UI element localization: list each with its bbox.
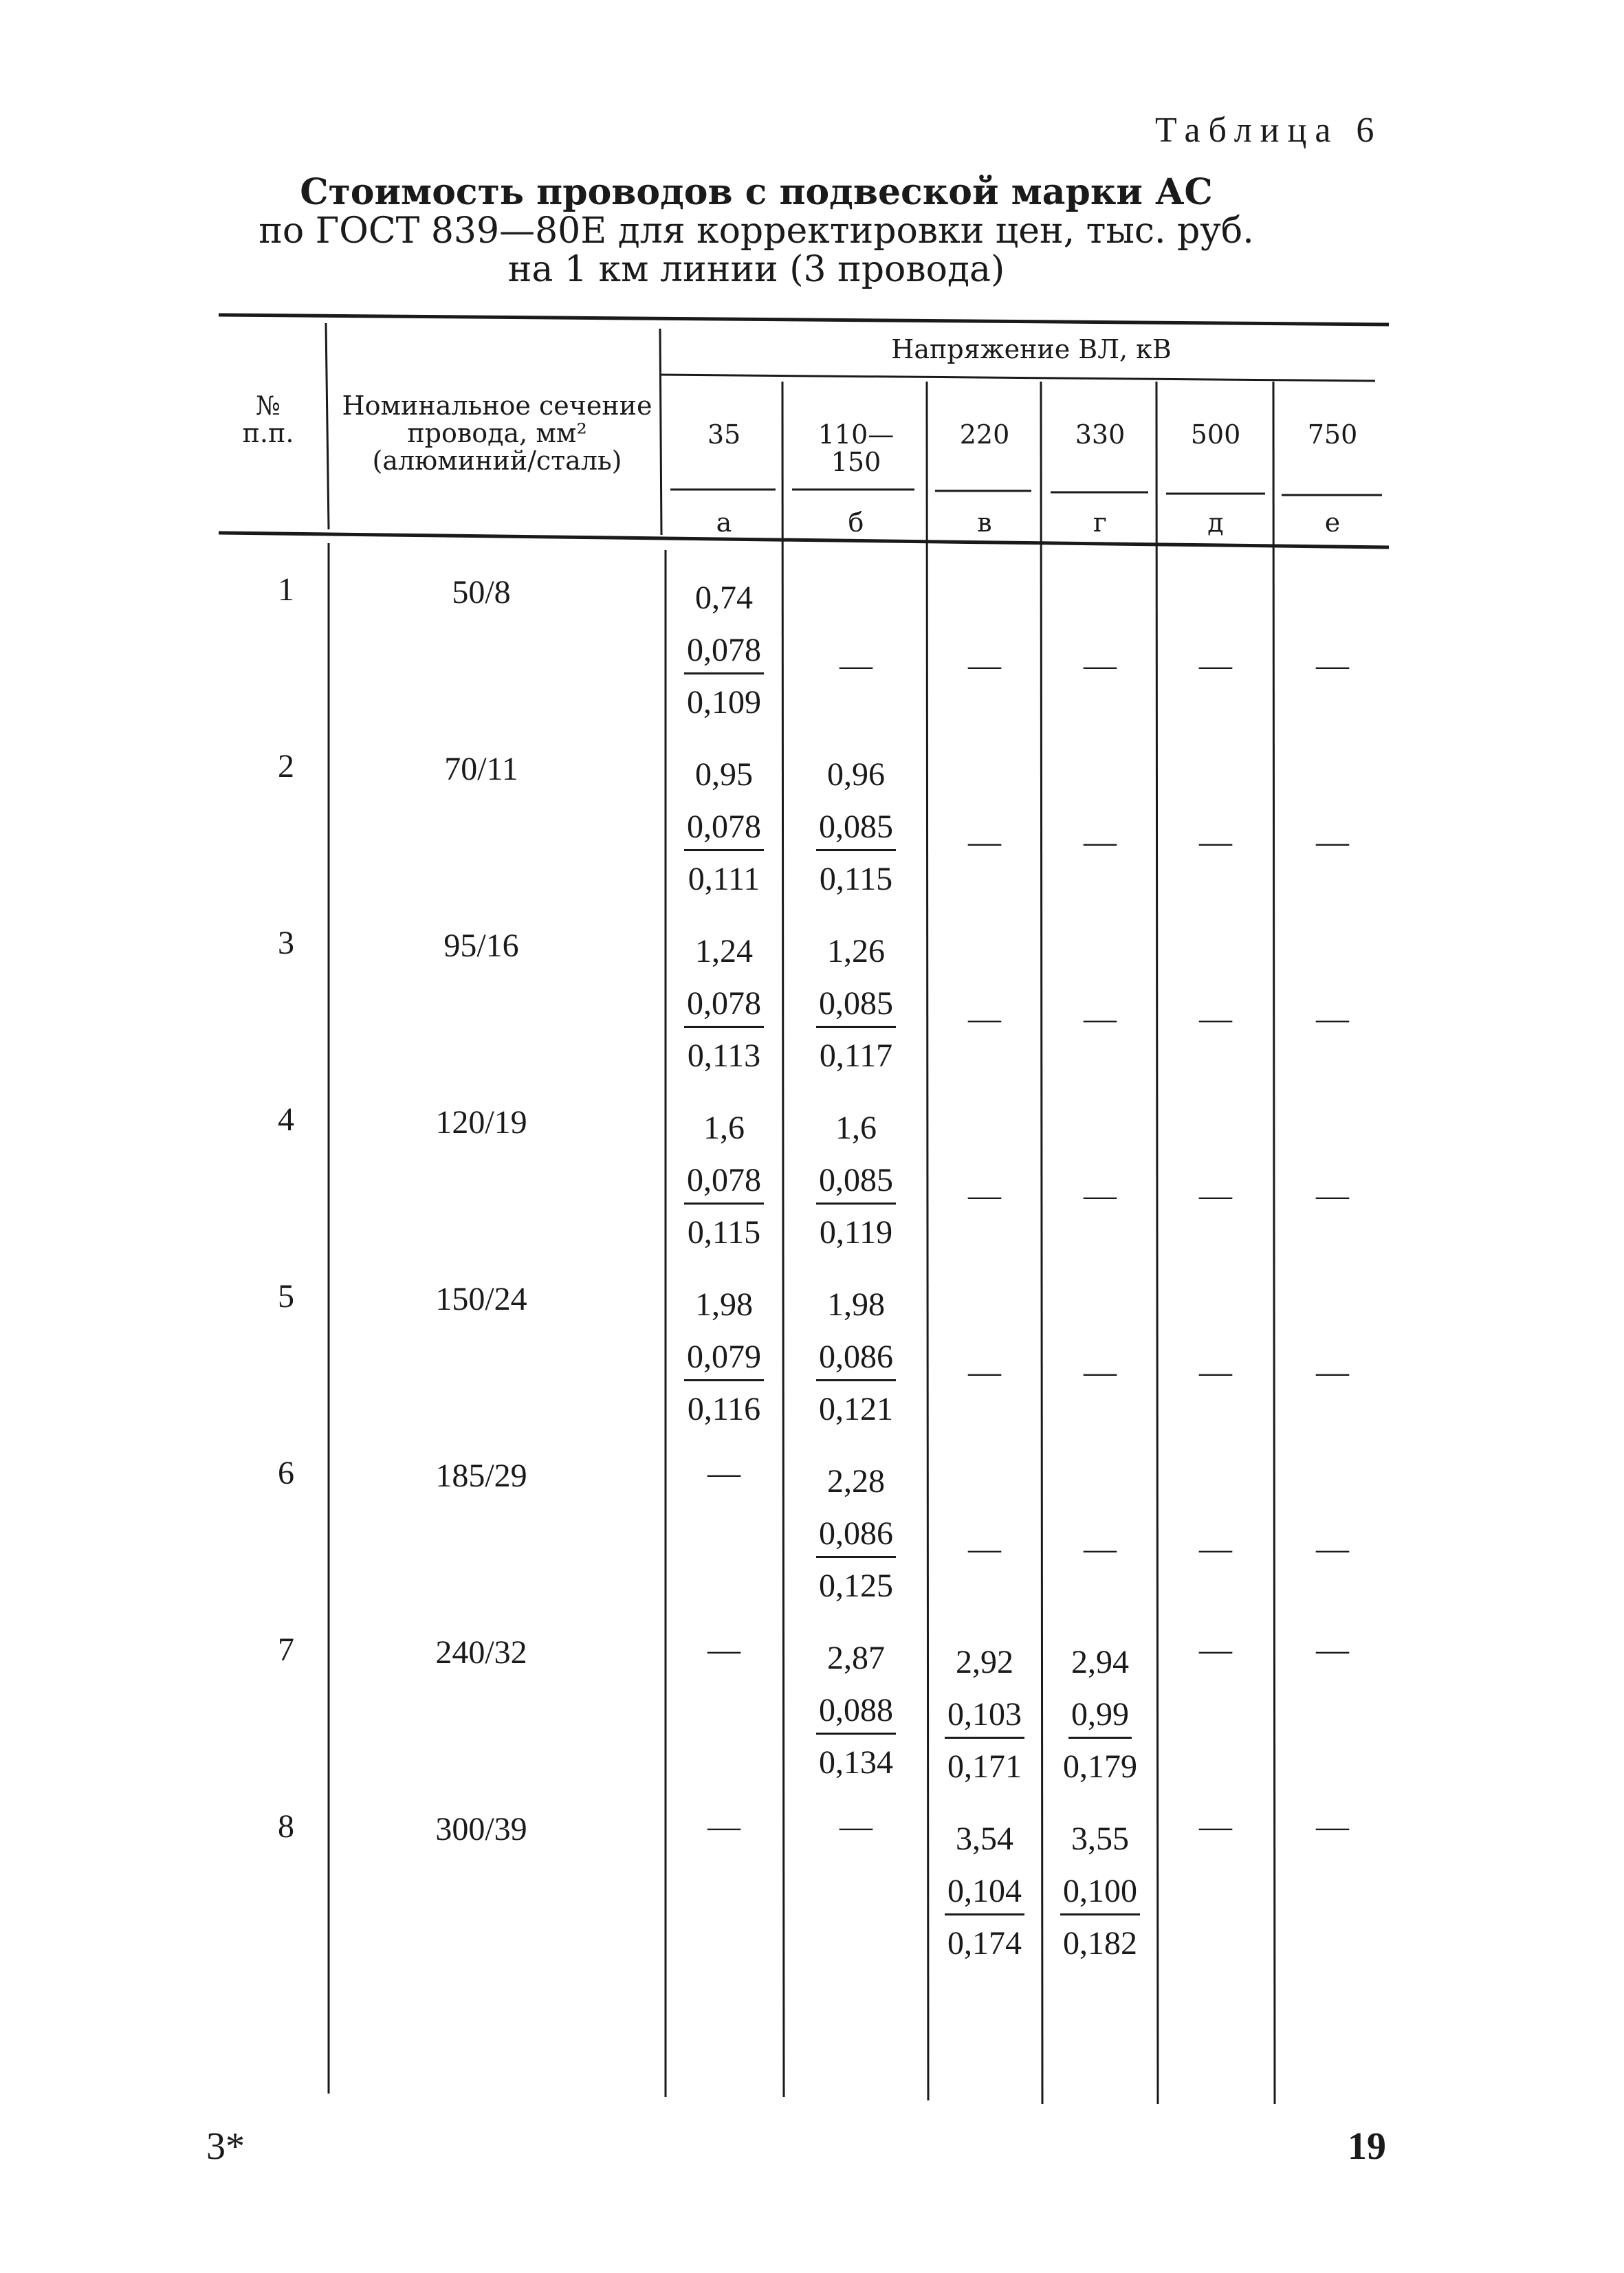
- empty-cell-dash: —: [1084, 824, 1117, 860]
- column-letter-2: б: [848, 507, 864, 538]
- empty-cell-dash: —: [1084, 1177, 1117, 1214]
- voltage-header-6: 750: [1307, 419, 1358, 450]
- price-cell: [804, 925, 908, 1082]
- price-cell: [804, 1102, 908, 1259]
- price-denominator: 0,111: [688, 861, 760, 897]
- price-total: 1,26: [827, 933, 885, 969]
- price-total: 1,6: [835, 1110, 877, 1146]
- row-section: 240/32: [435, 1634, 527, 1671]
- vline-3: [782, 382, 784, 2097]
- empty-cell-dash: —: [968, 1000, 1001, 1037]
- voltage-header-4: 330: [1075, 419, 1126, 450]
- empty-cell-dash: —: [1199, 1808, 1232, 1845]
- price-denominator: 0,113: [687, 1037, 761, 1074]
- price-denominator: 0,179: [1063, 1748, 1137, 1785]
- price-total: 0,74: [695, 580, 753, 616]
- empty-cell-dash: —: [968, 824, 1001, 860]
- empty-cell-dash: —: [1084, 1530, 1117, 1567]
- price-denominator: 0,182: [1063, 1925, 1137, 1962]
- price-numerator: 0,086: [816, 1331, 896, 1381]
- price-cell: [672, 1279, 776, 1436]
- page-number: 19: [1348, 2125, 1386, 2168]
- price-total: 2,87: [827, 1640, 885, 1676]
- price-cell: [672, 749, 776, 905]
- price-denominator: 0,109: [687, 684, 761, 721]
- empty-cell-dash: —: [1199, 647, 1232, 683]
- row-section: 185/29: [435, 1458, 527, 1494]
- table-label: Таблица 6: [1155, 111, 1383, 150]
- row-number: 7: [278, 1632, 294, 1668]
- vline-4: [927, 382, 928, 2100]
- price-denominator: 0,115: [687, 1214, 761, 1251]
- empty-cell-dash: —: [1084, 1000, 1117, 1037]
- empty-cell-dash: —: [707, 1632, 740, 1668]
- empty-cell-dash: —: [1084, 647, 1117, 683]
- empty-cell-dash: —: [1199, 1000, 1232, 1037]
- price-total: 1,98: [827, 1286, 885, 1323]
- empty-cell-dash: —: [1199, 1177, 1232, 1214]
- price-numerator: 0,078: [684, 1154, 764, 1205]
- price-cell: [1049, 1813, 1152, 1970]
- vline-header-2: [660, 329, 661, 535]
- voltage-rule: [660, 375, 1375, 381]
- price-numerator: 0,088: [816, 1684, 896, 1735]
- voltage-header-3: 220: [959, 419, 1010, 450]
- price-total: 0,96: [827, 756, 885, 793]
- title-line-3: на 1 км линии (3 провода): [507, 249, 1005, 290]
- price-denominator: 0,115: [819, 861, 893, 897]
- price-denominator: 0,125: [819, 1568, 893, 1604]
- price-numerator: 0,078: [684, 624, 764, 674]
- column-letter-1: а: [716, 507, 732, 538]
- header-section: Номинальное сечение провода, мм² (алюминий/сталь): [342, 391, 652, 476]
- row-number: 1: [278, 571, 294, 608]
- row-section: 300/39: [435, 1811, 527, 1847]
- price-denominator: 0,119: [819, 1214, 893, 1251]
- empty-cell-dash: —: [1084, 1354, 1117, 1390]
- empty-cell-dash: —: [1316, 1808, 1349, 1845]
- vline-header-1: [326, 323, 329, 529]
- empty-cell-dash: —: [1199, 1530, 1232, 1567]
- row-section: 50/8: [452, 574, 511, 611]
- vline-6: [1156, 382, 1158, 2104]
- price-denominator: 0,171: [947, 1748, 1022, 1785]
- price-total: 3,55: [1071, 1821, 1129, 1857]
- empty-cell-dash: —: [968, 1177, 1001, 1214]
- title-line-1: Стоимость проводов с подвеской марки АС: [300, 171, 1213, 213]
- price-cell: [804, 1456, 908, 1612]
- voltage-header-2: 110—150: [818, 419, 895, 477]
- voltage-header-1: 35: [707, 419, 741, 450]
- vline-7: [1273, 382, 1275, 2104]
- row-section: 70/11: [444, 751, 518, 787]
- empty-cell-dash: —: [968, 1530, 1001, 1567]
- price-cell: [672, 925, 776, 1082]
- price-total: 2,94: [1071, 1644, 1129, 1680]
- row-number: 3: [278, 925, 294, 961]
- row-number: 4: [278, 1101, 294, 1138]
- price-cell: [672, 572, 776, 729]
- price-numerator: 0,085: [816, 978, 896, 1028]
- price-cell: [804, 1632, 908, 1789]
- column-letter-4: г: [1093, 507, 1107, 538]
- row-section: 150/24: [435, 1281, 527, 1317]
- price-total: 2,28: [827, 1463, 885, 1500]
- empty-cell-dash: —: [1316, 1000, 1349, 1037]
- price-cell: [933, 1813, 1036, 1970]
- row-section: 120/19: [435, 1104, 527, 1141]
- price-total: 1,98: [695, 1286, 753, 1323]
- price-denominator: 0,116: [687, 1391, 761, 1427]
- vline-5: [1041, 382, 1042, 2104]
- price-numerator: 0,103: [945, 1689, 1024, 1739]
- row-number: 8: [278, 1808, 294, 1845]
- voltage-header-5: 500: [1190, 419, 1241, 450]
- header-voltage: Напряжение ВЛ, кВ: [891, 334, 1172, 364]
- price-total: 3,54: [956, 1821, 1013, 1857]
- price-cell: [1049, 1636, 1152, 1793]
- footer-mark: 3*: [206, 2125, 245, 2168]
- price-total: 1,6: [703, 1110, 745, 1146]
- empty-cell-dash: —: [1316, 824, 1349, 860]
- price-denominator: 0,117: [819, 1037, 893, 1074]
- empty-cell-dash: —: [707, 1455, 740, 1491]
- price-numerator: 0,99: [1068, 1689, 1132, 1739]
- price-denominator: 0,134: [819, 1744, 893, 1781]
- price-cell: [804, 1279, 908, 1436]
- price-numerator: 0,104: [945, 1865, 1024, 1915]
- price-cell: [672, 1102, 776, 1259]
- price-numerator: 0,085: [816, 801, 896, 851]
- price-total: 1,24: [695, 933, 753, 969]
- price-numerator: 0,085: [816, 1154, 896, 1205]
- price-numerator: 0,078: [684, 801, 764, 851]
- column-letter-5: д: [1207, 507, 1224, 538]
- empty-cell-dash: —: [1316, 1354, 1349, 1390]
- price-denominator: 0,174: [947, 1925, 1022, 1962]
- empty-cell-dash: —: [1316, 1530, 1349, 1567]
- empty-cell-dash: —: [968, 1354, 1001, 1390]
- empty-cell-dash: —: [840, 647, 873, 683]
- empty-cell-dash: —: [840, 1808, 873, 1845]
- price-total: 2,92: [956, 1644, 1013, 1680]
- price-cell: [933, 1636, 1036, 1793]
- price-cell: [804, 749, 908, 905]
- column-letter-3: в: [977, 507, 992, 538]
- price-total: 0,95: [695, 756, 753, 793]
- price-denominator: 0,121: [819, 1391, 893, 1427]
- empty-cell-dash: —: [1199, 1632, 1232, 1668]
- row-section: 95/16: [443, 927, 519, 964]
- empty-cell-dash: —: [1316, 1632, 1349, 1668]
- column-letter-6: е: [1324, 507, 1341, 538]
- top-rule: [219, 315, 1389, 325]
- empty-cell-dash: —: [1316, 1177, 1349, 1214]
- title-line-2: по ГОСТ 839—80Е для корректировки цен, тыс. руб.: [259, 210, 1254, 252]
- header-num: № п.п.: [242, 391, 294, 448]
- price-numerator: 0,100: [1060, 1865, 1140, 1915]
- row-number: 5: [278, 1278, 294, 1315]
- price-numerator: 0,078: [684, 978, 764, 1028]
- price-numerator: 0,086: [816, 1508, 896, 1558]
- empty-cell-dash: —: [1316, 647, 1349, 683]
- empty-cell-dash: —: [707, 1808, 740, 1845]
- price-numerator: 0,079: [684, 1331, 764, 1381]
- empty-cell-dash: —: [1199, 1354, 1232, 1390]
- empty-cell-dash: —: [1199, 824, 1232, 860]
- row-number: 6: [278, 1455, 294, 1491]
- empty-cell-dash: —: [968, 647, 1001, 683]
- row-number: 2: [278, 748, 294, 784]
